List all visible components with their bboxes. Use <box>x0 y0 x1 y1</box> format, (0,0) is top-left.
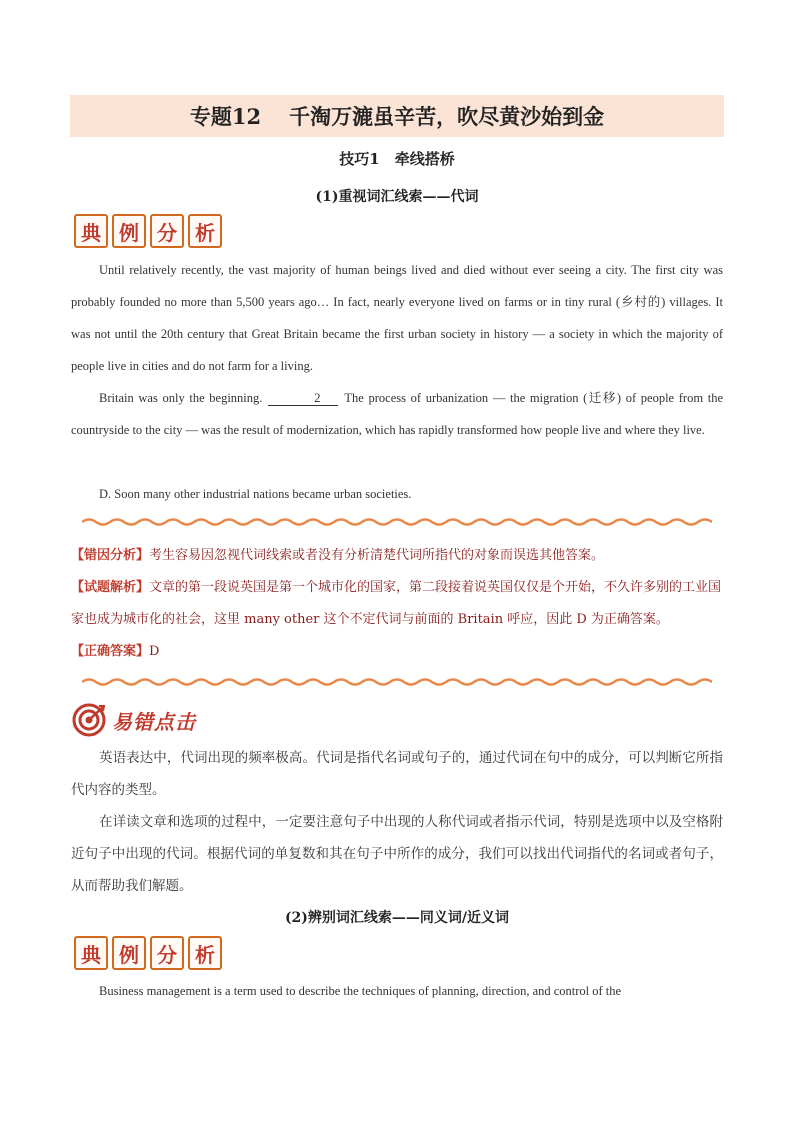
error-text: 考生容易因忽视代词线索或者没有分析清楚代词所指代的对象而误选其他答案。 <box>149 548 605 563</box>
skill-title: 技巧1 牵线搭桥 <box>339 150 455 168</box>
error-label: 【错因分析】 <box>71 548 150 563</box>
section-title-2: (2)辨别词汇线索——同义词/近义词 <box>284 910 510 926</box>
badge-char: 分 <box>150 936 184 970</box>
easy-mistake-heading <box>72 703 196 737</box>
answer-blank: 2 <box>268 391 338 406</box>
example-analysis-badge <box>74 214 222 248</box>
badge-char: 典 <box>74 214 108 248</box>
passage1-paragraph-2 <box>71 382 723 446</box>
badge-char: 例 <box>112 936 146 970</box>
explain-label: 【试题解析】 <box>71 580 150 595</box>
error-analysis <box>71 540 723 572</box>
topic-number: 专题12 <box>189 104 262 129</box>
section-title-1: (1)重视词汇线索——代词 <box>315 189 479 205</box>
badge-char: 析 <box>188 214 222 248</box>
topic-title-bar <box>70 95 724 137</box>
target-icon <box>72 703 106 737</box>
page-title <box>176 101 618 131</box>
badge-char: 析 <box>188 936 222 970</box>
notes-paragraph-2: 在详读文章和选项的过程中，一定要注意句子中出现的人称代词或者指示代词，特别是选项中以及空格附近句子中出现的代词。根据代词的单复数和其在句子中所作的成分，我们可以找出代词指代的名词或者句子，从而帮助我们解题。 <box>71 814 723 894</box>
answer-label: 【正确答案】 <box>71 644 150 659</box>
easy-mistake-label: 易错点击 <box>112 709 196 734</box>
passage1-paragraph-1: Until relatively recently, the vast majority of human beings lived and died without ever seeing a city. The first city was probably founded no more than 5,500 years ago… In fact, nearly everyone lived on farms or in tiny rural (乡村的) villages. It was not until the 20th century that Great Britain became the first urban society in history — a society in which the majority of people live in cities and do not farm for a living. <box>71 263 723 373</box>
badge-char: 分 <box>150 214 184 248</box>
wavy-divider <box>82 516 712 528</box>
question-explanation <box>71 572 723 636</box>
answer-text: D <box>149 644 160 659</box>
example-analysis-badge <box>74 936 222 970</box>
badge-char: 典 <box>74 936 108 970</box>
passage1-p2-after: The process of urbanization — the migration (迁移) of people from the countryside to the city — was the result of modernization, which has rapidly transformed how people live and where they live. <box>71 391 723 437</box>
notes-paragraph-1: 英语表达中，代词出现的频率极高。代词是指代名词或句子的，通过代词在句中的成分，可以判断它所指代内容的类型。 <box>71 750 723 798</box>
explain-text: 文章的第一段说英国是第一个城市化的国家，第二段接着说英国仅仅是个开始，不久许多别的工业国家也成为城市化的社会，这里 many other 这个不定代词与前面的 Britain 呼应，因此 D 为正确答案。 <box>71 580 722 627</box>
correct-answer <box>71 636 723 668</box>
badge-char: 例 <box>112 214 146 248</box>
passage1-p2-before: Britain was only the beginning. <box>99 391 263 405</box>
option-d: D. Soon many other industrial nations became urban societies. <box>99 487 412 501</box>
passage2-paragraph-1: Business management is a term used to describe the techniques of planning, direction, and control of the <box>99 984 622 998</box>
wavy-divider <box>82 676 712 688</box>
topic-title-text: 千淘万漉虽辛苦，吹尽黄沙始到金 <box>289 104 605 129</box>
